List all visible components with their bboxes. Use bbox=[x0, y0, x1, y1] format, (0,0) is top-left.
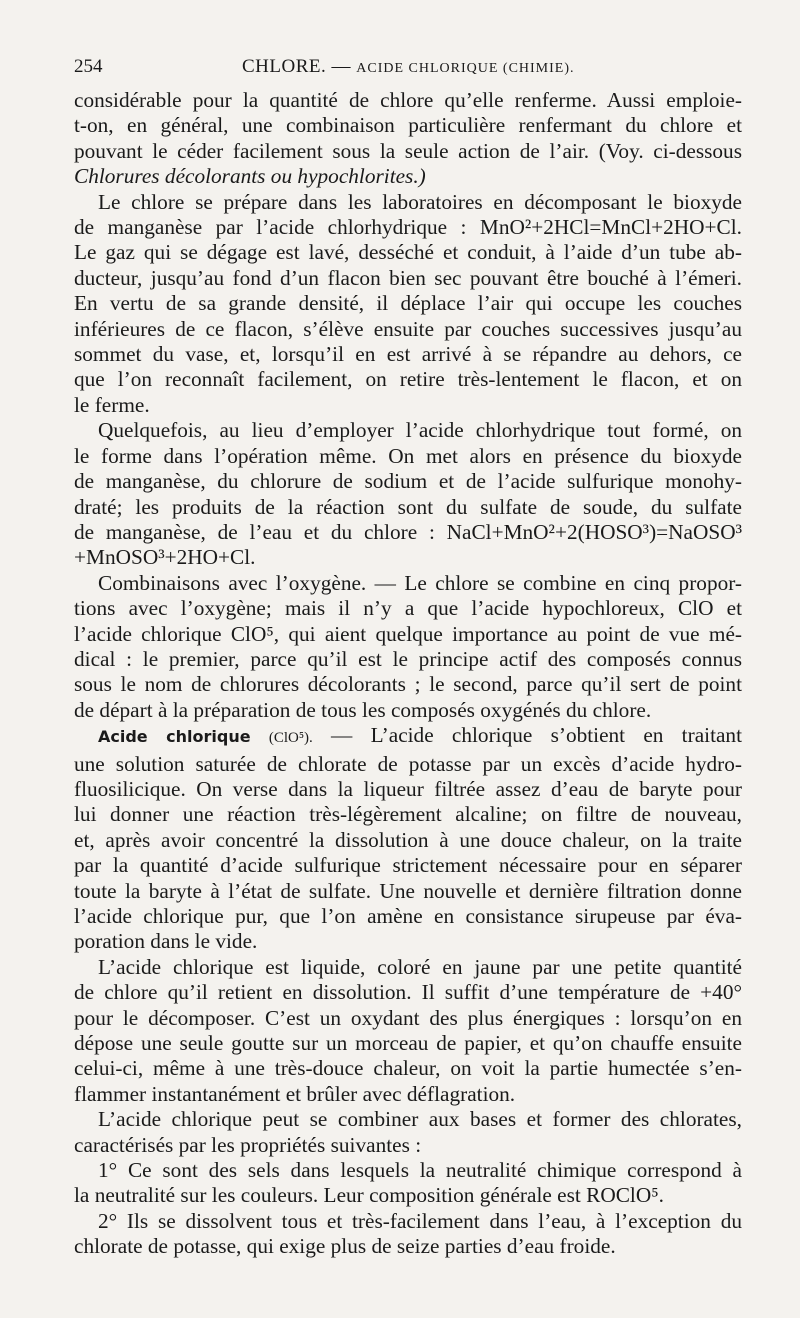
text-line: celui-ci, même à une très-douce chaleur, on voit la partie humectée s’en- bbox=[74, 1056, 742, 1081]
text-line: Le gaz qui se dégage est lavé, desséché et conduit, à l’aide d’un tube ab- bbox=[74, 240, 742, 265]
text-line: poration dans le vide. bbox=[74, 929, 258, 954]
text-line: t-on, en général, une combinaison particulière renfermant du chlore et bbox=[74, 113, 742, 138]
running-title-sub: ACIDE CHLORIQUE (CHIMIE). bbox=[356, 61, 575, 76]
text-line: ducteur, jusqu’au fond d’un flacon bien sec pouvant être bouché à l’émeri. bbox=[74, 265, 742, 290]
text-line: L’acide chlorique est liquide, coloré en jaune par une petite quantité bbox=[98, 954, 742, 979]
body-text bbox=[74, 88, 742, 1260]
heading-formula: (ClO⁵). bbox=[268, 730, 313, 747]
text-line: Chlorures décolorants ou hypochlorites.) bbox=[74, 164, 426, 189]
text-line: de manganèse par l’acide chlorhydrique : MnO²+2HCl=MnCl+2HO+Cl. bbox=[74, 215, 742, 240]
text-line: L’acide chlorique peut se combiner aux bases et former des chlorates, bbox=[98, 1107, 742, 1132]
text-line: l’acide chlorique ClO⁵, qui aient quelque importance au point de vue mé- bbox=[74, 621, 742, 646]
running-header bbox=[74, 56, 742, 86]
text-line: pouvant le céder facilement sous la seule action de l’air. (Voy. ci-dessous bbox=[74, 138, 742, 163]
text-line: flammer instantanément et brûler avec déflagration. bbox=[74, 1081, 516, 1106]
text-line: lui donner une réaction très-légèrement alcaline; on filtre de nouveau, bbox=[74, 802, 742, 827]
text-line: pour le décomposer. C’est un oxydant des plus énergiques : lorsqu’on en bbox=[74, 1005, 742, 1030]
text-line: dépose une seule goutte sur un morceau de papier, et qu’on chauffe ensuite bbox=[74, 1031, 742, 1056]
text-line: caractérisés par les propriétés suivantes : bbox=[74, 1132, 422, 1157]
text-line: la neutralité sur les couleurs. Leur composition générale est ROClO⁵. bbox=[74, 1183, 664, 1208]
text-line: le ferme. bbox=[74, 392, 150, 417]
text-line: par la quantité d’acide sulfurique strictement nécessaire pour en séparer bbox=[74, 853, 742, 878]
text-line: tions avec l’oxygène; mais il n’y a que l’acide hypochloreux, ClO et bbox=[74, 596, 742, 621]
text-line: le forme dans l’opération même. On met alors en présence du bioxyde bbox=[74, 443, 742, 468]
text-line: En vertu de sa grande densité, il déplace l’air qui occupe les couches bbox=[74, 291, 742, 316]
text-line: Combinaisons avec l’oxygène. — Le chlore se combine en cinq propor- bbox=[98, 570, 742, 595]
text-line: 2° Ils se dissolvent tous et très-facilement dans l’eau, à l’exception du bbox=[98, 1208, 742, 1233]
text-line: Le chlore se prépare dans les laboratoires en décomposant le bioxyde bbox=[98, 189, 742, 214]
text-line: dical : le premier, parce qu’il est le principe actif des composés connus bbox=[74, 646, 742, 671]
text-line: chlorate de potasse, qui exige plus de seize parties d’eau froide. bbox=[74, 1234, 616, 1259]
text-line: et, après avoir concentré la dissolution à une douce chaleur, on la traite bbox=[74, 827, 742, 852]
text-line: 1° Ce sont des sels dans lesquels la neutralité chimique correspond à bbox=[98, 1158, 742, 1183]
text-line: une solution saturée de chlorate de potasse par un excès d’acide hydro- bbox=[74, 751, 742, 776]
text-line: considérable pour la quantité de chlore qu’elle renferme. Aussi emploie- bbox=[74, 88, 742, 112]
text-run: — L’acide chlorique s’obtient en traitant bbox=[312, 723, 742, 748]
section-heading-line bbox=[74, 723, 742, 751]
text-line: inférieures de ce flacon, s’élève ensuite par couches successives jusqu’au bbox=[74, 316, 742, 341]
text-line: fluosilicique. On verse dans la liqueur filtrée assez d’eau de baryte pour bbox=[74, 776, 742, 801]
text-line: l’acide chlorique pur, que l’on amène en consistance sirupeuse par éva- bbox=[74, 904, 742, 928]
text-line: de manganèse, du chlorure de sodium et de l’acide sulfurique monohy- bbox=[74, 469, 742, 494]
text-line: toute la baryte à l’état de sulfate. Une nouvelle et dernière filtration donne bbox=[74, 878, 742, 903]
running-title-main: CHLORE. — bbox=[242, 56, 357, 77]
text-line: +MnOSO³+2HO+Cl. bbox=[74, 545, 256, 570]
text-line: de chlore qu’il retient en dissolution. Il suffit d’une température de +40° bbox=[74, 980, 742, 1005]
text-line: draté; les produits de la réaction sont du sulfate de soude, du sulfate bbox=[74, 494, 742, 519]
text-line: de départ à la préparation de tous les composés oxygénés du chlore. bbox=[74, 697, 652, 722]
text-line: de manganèse, de l’eau et du chlore : NaCl+MnO²+2(HOSO³)=NaOSO³ bbox=[74, 519, 742, 544]
text-line: sommet du vase, et, lorsqu’il en est arrivé à se répandre au dehors, ce bbox=[74, 342, 742, 367]
running-title bbox=[242, 56, 575, 78]
page-number: 254 bbox=[74, 56, 103, 77]
text-line: sous le nom de chlorures décolorants ; le second, parce qu’il sert de point bbox=[74, 672, 742, 697]
text-line: que l’on reconnaît facilement, on retire très-lentement le flacon, et on bbox=[74, 367, 742, 392]
section-heading: Acide chlorique bbox=[98, 727, 251, 747]
text-line: Quelquefois, au lieu d’employer l’acide chlorhydrique tout formé, on bbox=[98, 418, 742, 443]
